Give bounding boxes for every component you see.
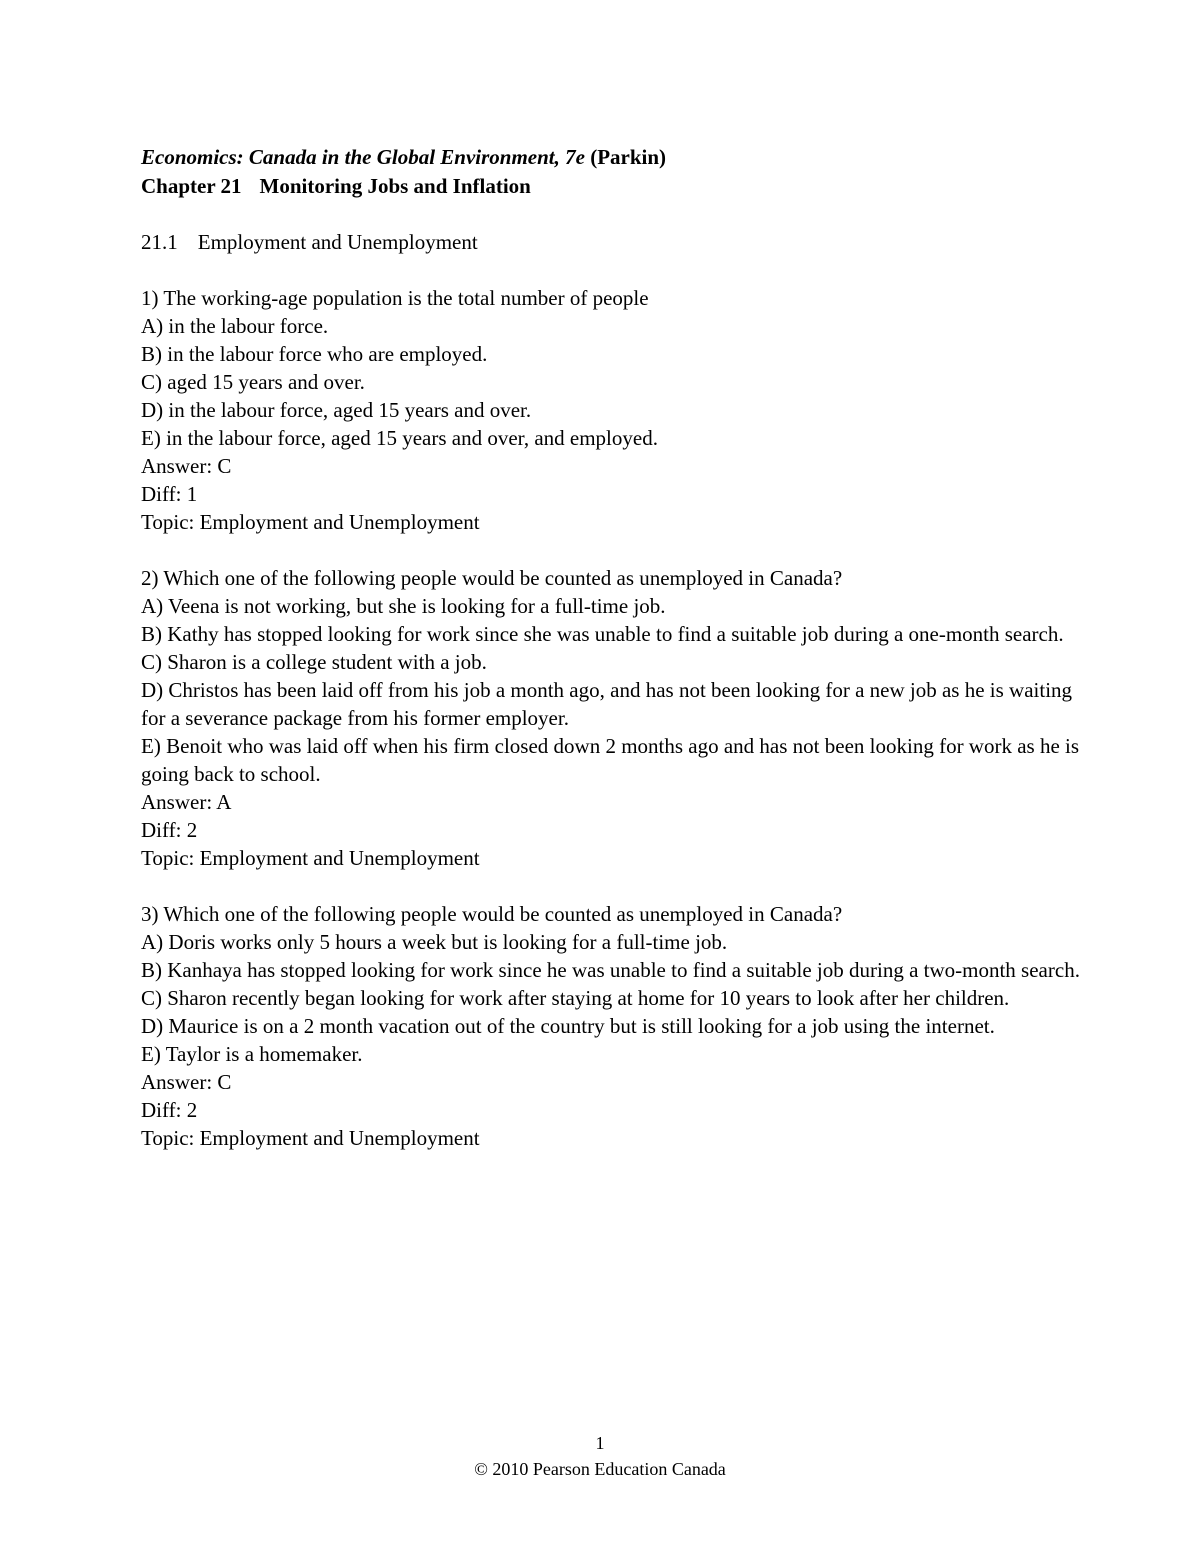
answer-option-d: D) in the labour force, aged 15 years and over. (141, 398, 532, 422)
page-number: 1 (595, 1433, 605, 1453)
question-stem: 1) The working-age population is the total number of people (141, 286, 649, 310)
question-stem: 2) Which one of the following people would be counted as unemployed in Canada? (141, 566, 843, 590)
topic: Topic: Employment and Unemployment (141, 846, 480, 870)
difficulty: Diff: 2 (141, 1098, 198, 1122)
answer-option-a: A) Veena is not working, but she is looking for a full-time job. (141, 594, 666, 618)
answer-key: Answer: C (141, 454, 232, 478)
answer-option-c: C) Sharon is a college student with a job. (141, 650, 487, 674)
question-2 (141, 564, 1101, 872)
answer-key: Answer: A (141, 790, 232, 814)
answer-key: Answer: C (141, 1070, 232, 1094)
answer-option-b: B) in the labour force who are employed. (141, 342, 488, 366)
book-title-line (141, 143, 1101, 172)
answer-option-d: D) Maurice is on a 2 month vacation out of the country but is still looking for a job using the internet. (141, 1014, 995, 1038)
question-3 (141, 900, 1101, 1152)
page-content (141, 143, 1101, 1152)
difficulty: Diff: 1 (141, 482, 198, 506)
difficulty: Diff: 2 (141, 818, 198, 842)
topic: Topic: Employment and Unemployment (141, 1126, 480, 1150)
question-stem: 3) Which one of the following people would be counted as unemployed in Canada? (141, 902, 843, 926)
answer-option-b: B) Kanhaya has stopped looking for work since he was unable to find a suitable job during a two-month search. (141, 958, 1080, 982)
chapter-number: Chapter 21 (141, 174, 242, 198)
answer-option-e: E) in the labour force, aged 15 years and over, and employed. (141, 426, 658, 450)
answer-option-c: C) Sharon recently began looking for work after staying at home for 10 years to look after her children. (141, 986, 1010, 1010)
answer-option-e: E) Benoit who was laid off when his firm closed down 2 months ago and has not been looking for work as he is going back to school. (141, 734, 1080, 786)
answer-option-a: A) in the labour force. (141, 314, 329, 338)
copyright-notice: © 2010 Pearson Education Canada (474, 1459, 726, 1479)
answer-option-b: B) Kathy has stopped looking for work since she was unable to find a suitable job during a one-month search. (141, 622, 1064, 646)
section-title: Employment and Unemployment (197, 230, 478, 254)
topic: Topic: Employment and Unemployment (141, 510, 480, 534)
answer-option-a: A) Doris works only 5 hours a week but is looking for a full-time job. (141, 930, 728, 954)
answer-option-e: E) Taylor is a homemaker. (141, 1042, 363, 1066)
book-title: Economics: Canada in the Global Environment, 7e (141, 145, 585, 169)
chapter-title: Monitoring Jobs and Inflation (259, 174, 531, 198)
chapter-heading (141, 172, 1101, 201)
section-heading (141, 228, 1101, 256)
answer-option-d: D) Christos has been laid off from his job a month ago, and has not been looking for a new job as he is waiting for a severance package from his former employer. (141, 678, 1073, 730)
answer-option-c: C) aged 15 years and over. (141, 370, 365, 394)
section-number: 21.1 (141, 230, 178, 254)
question-1 (141, 284, 1101, 536)
book-author: (Parkin) (590, 145, 667, 169)
